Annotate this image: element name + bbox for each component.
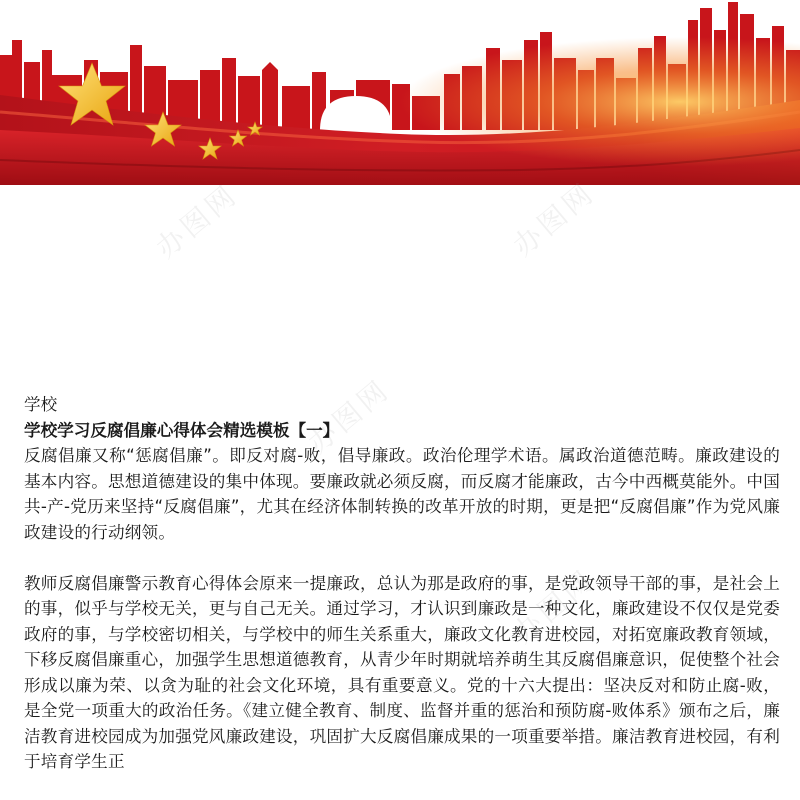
watermark-text: 办图网 [301, 372, 397, 460]
document-body [24, 392, 780, 775]
watermark-text: 办图网 [506, 175, 602, 263]
document-title: 学校学习反腐倡廉心得体会精选模板【一】 [24, 420, 340, 440]
paragraph-2: 教师反腐倡廉警示教育心得体会原来一提廉政，总认为那是政府的事，是党政领导干部的事，是社会上的事，似乎与学校无关，更与自己无关。通过学习，才认识到廉政是一种文化，廉政建设不仅仅是党委政府的事，与学校密切相关，与学校中的师生关系重大，廉政文化教育进校园，对拓宽廉政教育领域，下移反腐倡廉重心，加强学生思想道德教育，从青少年时期就培养萌生其反腐倡廉意识，促使整个社会形成以廉为荣、以贪为耻的社会文化环境，具有重要意义。党的十六大提出：坚决反对和防止腐-败，是全党一项重大的政治任务。《建立健全教育、制度、监督并重的惩治和预防腐-败体系》颁布之后，廉洁教育进校园成为加强党风廉政建设，巩固扩大反腐倡廉成果的一项重要举措。廉洁教育进校园，有利于培育学生正 [24, 573, 780, 771]
watermark-text: 办图网 [506, 562, 602, 650]
paragraph-1: 反腐倡廉又称“惩腐倡廉”。即反对腐-败，倡导廉政。政治伦理学术语。属政治道德范畴。廉政建设的基本内容。思想道德建设的集中体现。要廉政就必须反腐，而反腐才能廉政，古今中西概莫能外。中国共-产-党历来坚持“反腐倡廉”，尤其在经济体制转换的改革开放的时期，更是把“反腐倡廉”作为党风廉政建设的行动纲领。 [24, 446, 780, 542]
watermark-text: 办图网 [149, 177, 245, 265]
paragraph-spacer [24, 545, 780, 571]
skyline-banner-image [0, 0, 800, 185]
document-category: 学校 [24, 395, 58, 414]
